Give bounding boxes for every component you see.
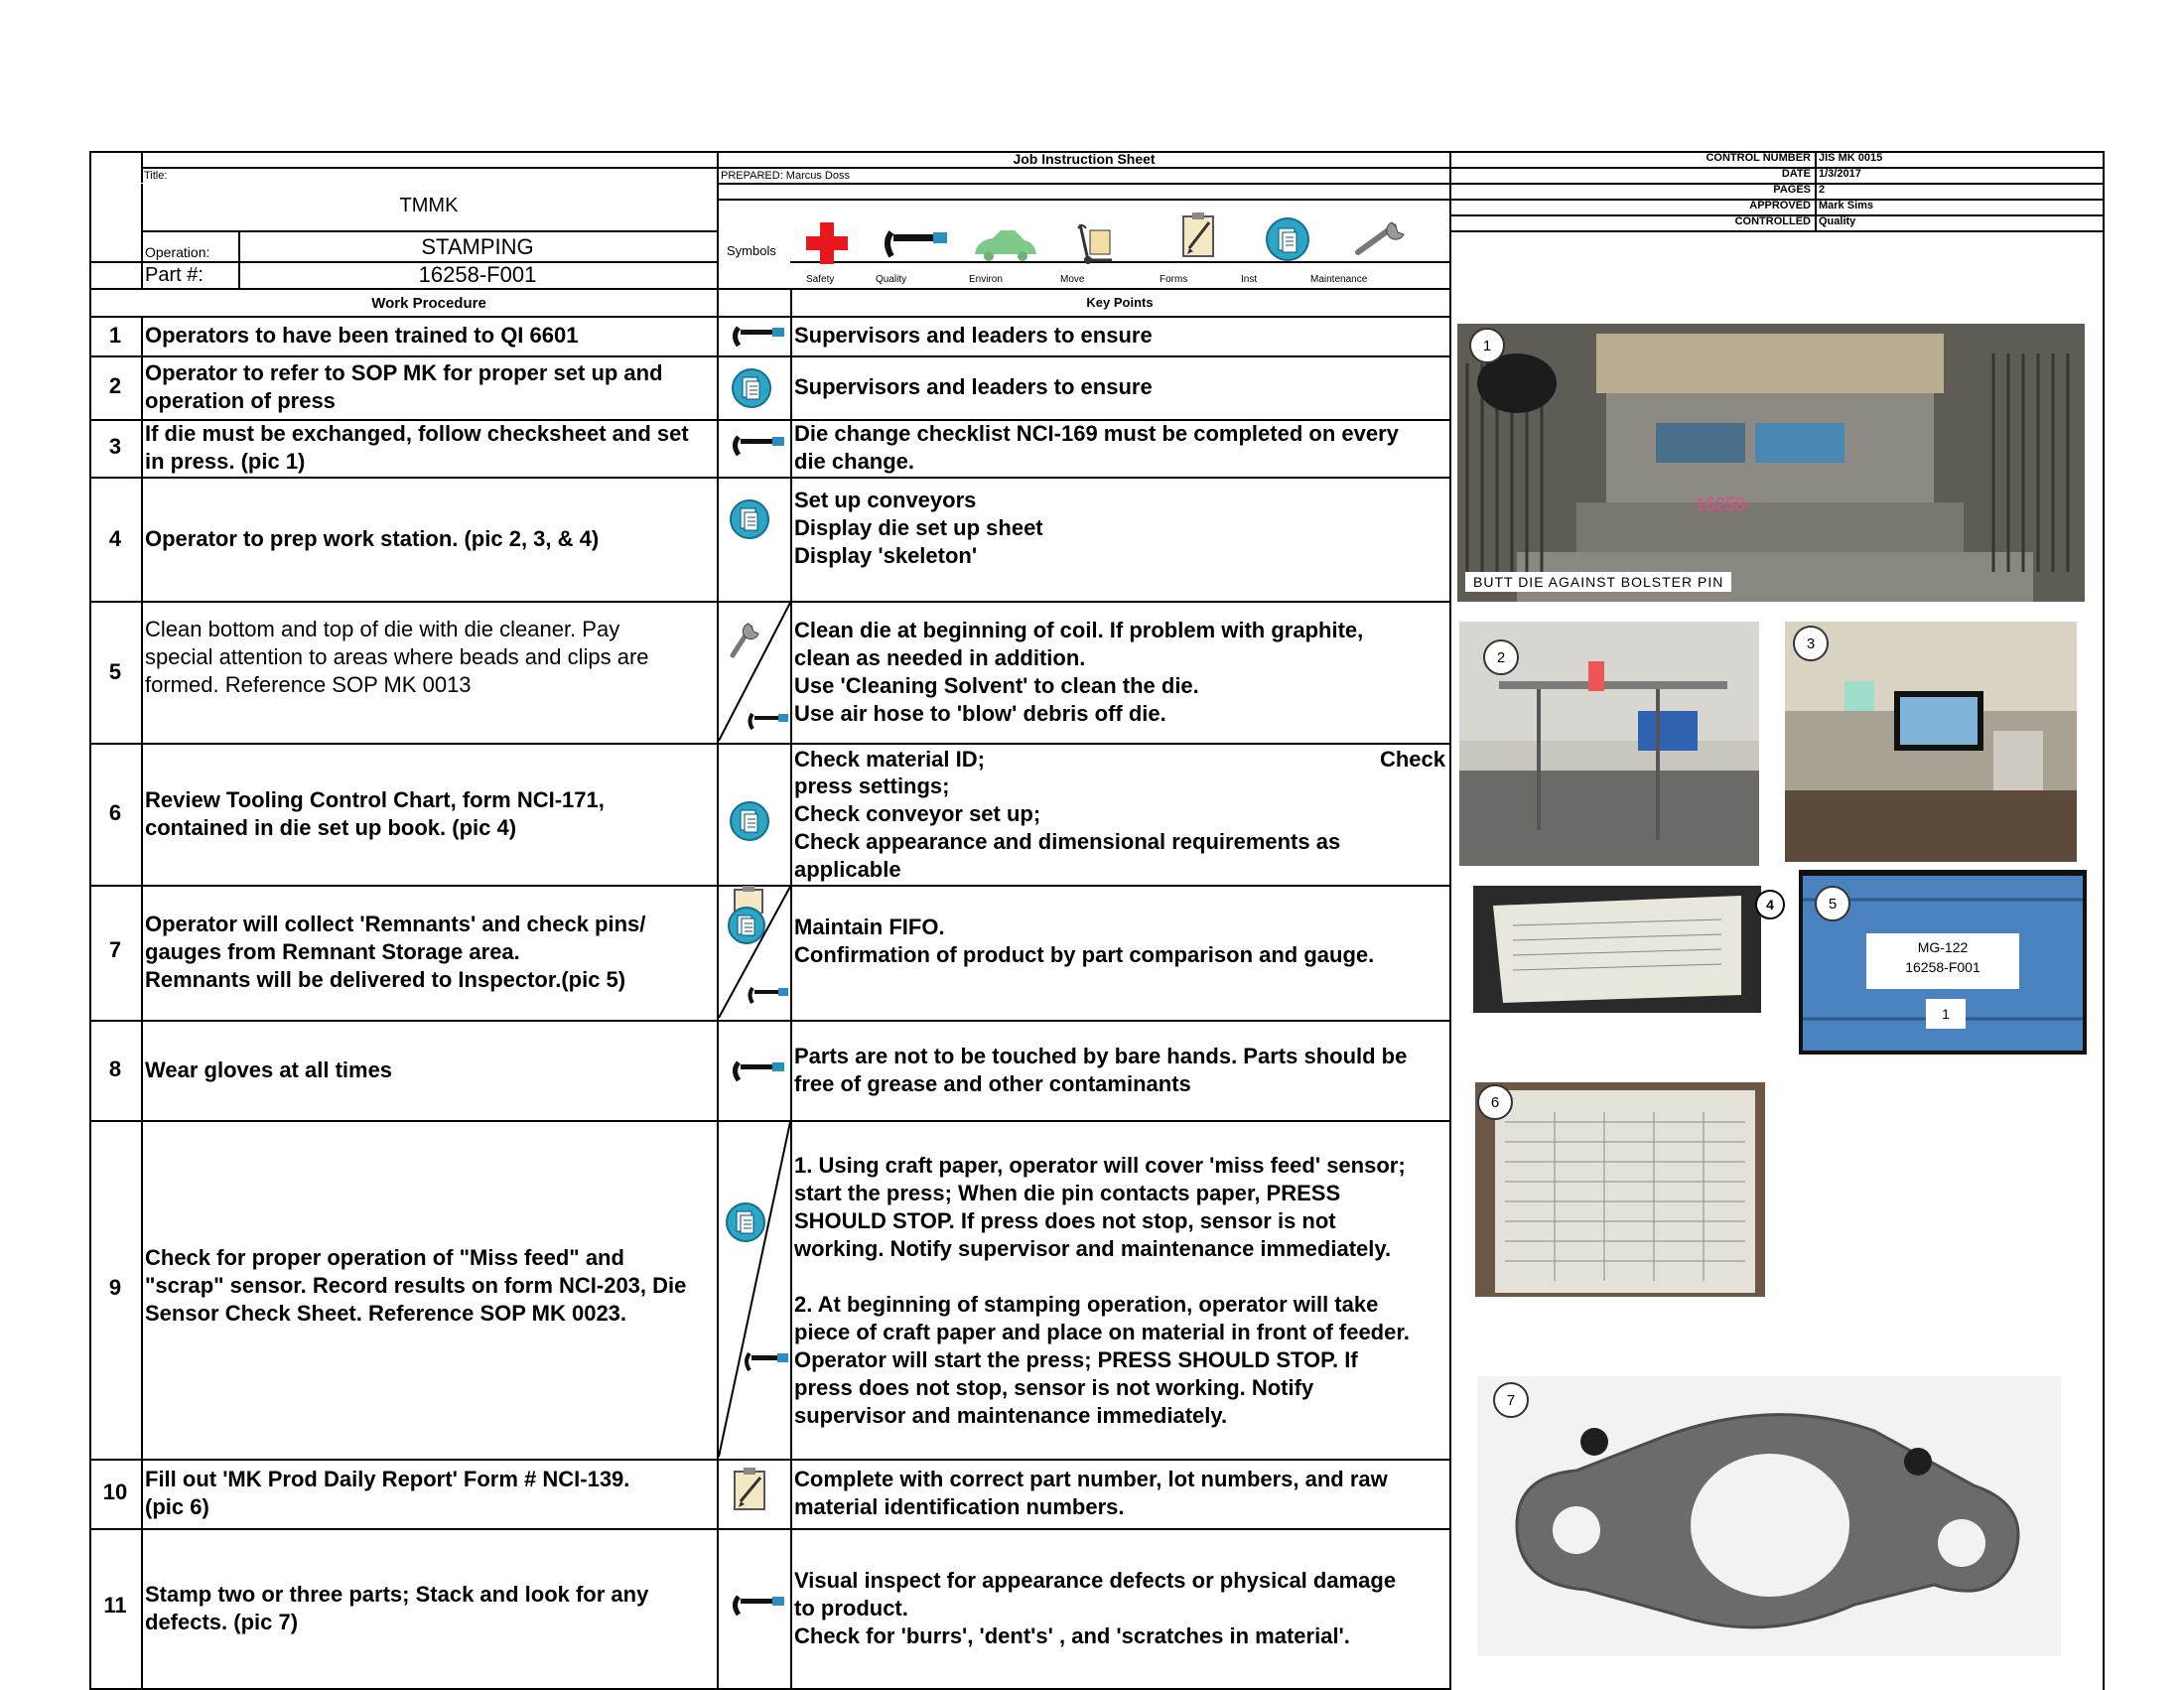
clipboard-icon bbox=[1179, 211, 1219, 260]
setup-book-photo bbox=[1473, 886, 1761, 1013]
picture-badge: 7 bbox=[1493, 1382, 1529, 1418]
step-procedure: Operator to prep work station. (pic 2, 3, & 4) bbox=[145, 525, 600, 551]
date-value: 1/3/2017 bbox=[1819, 168, 1861, 180]
control-number: JIS MK 0015 bbox=[1819, 152, 1883, 164]
micrometer-icon bbox=[743, 1350, 790, 1374]
symbol-label-quality: Quality bbox=[876, 274, 907, 285]
part-label: Part #: bbox=[145, 264, 204, 286]
bin-small-label: 1 bbox=[1926, 999, 1966, 1029]
approved-value: Mark Sims bbox=[1819, 200, 1874, 211]
step-number: 3 bbox=[108, 434, 122, 459]
instruction-document-icon bbox=[729, 498, 770, 540]
step-key-point: 1. Using craft paper, operator will cover 'miss feed' sensor; start the press; When die pin contacts paper, PRESS SHOULD STOP. If press does not stop, sensor is not working. Notify supervisor and maintenance immediately. 2. At beginning of stamping operation, operator will take piece of craft paper and place on material in front of feeder. Operator will start the press; PRESS SHOULD STOP. If press does not stop, sensor is not working. Notify supervisor and maintenance immediately. bbox=[794, 1153, 1410, 1428]
symbol-label-inst: Inst bbox=[1241, 274, 1258, 285]
step-procedure: Check for proper operation of "Miss feed" and "scrap" sensor. Record results on form NCI-203, Die Sensor Check Sheet. Reference SOP MK 0023. bbox=[145, 1245, 687, 1326]
symbol-label-environ: Environ bbox=[969, 274, 1003, 285]
wrench-icon bbox=[1352, 214, 1416, 258]
step-number: 6 bbox=[108, 800, 122, 825]
symbol-label-maintenance: Maintenance bbox=[1310, 274, 1368, 285]
instruction-document-icon bbox=[1265, 216, 1310, 262]
hand-truck-icon bbox=[1074, 220, 1118, 266]
instruction-document-icon bbox=[731, 367, 772, 409]
micrometer-icon bbox=[731, 433, 786, 459]
step-key-point: Die change checklist NCI-169 must be completed on every die change. bbox=[794, 421, 1399, 474]
step-procedure: Stamp two or three parts; Stack and look for any defects. (pic 7) bbox=[145, 1581, 649, 1634]
car-icon bbox=[971, 226, 1040, 266]
work-procedure-header: Work Procedure bbox=[371, 295, 486, 312]
step-key-point: Supervisors and leaders to ensure bbox=[794, 323, 1153, 348]
micrometer-icon bbox=[747, 985, 790, 1007]
bin-label-line2: 16258-F001 bbox=[1905, 959, 1980, 975]
sheet-title: Job Instruction Sheet bbox=[1013, 151, 1156, 167]
step-key-point-first-line-right: Check bbox=[1379, 747, 1445, 772]
company-name: TMMK bbox=[399, 195, 459, 216]
step-key-point-first-line: Check material ID; bbox=[794, 747, 985, 772]
part-number: 16258-F001 bbox=[418, 262, 537, 287]
step-number: 5 bbox=[108, 659, 122, 684]
step-procedure: Operator to refer to SOP MK for proper set up and operation of press bbox=[145, 360, 663, 413]
instruction-document-icon bbox=[729, 800, 770, 842]
workstation-photo bbox=[1785, 622, 2077, 862]
operation-label: Operation: bbox=[145, 244, 210, 260]
instruction-document-icon bbox=[725, 1201, 766, 1243]
step-key-point: Supervisors and leaders to ensure bbox=[794, 374, 1153, 399]
step-key-point: Set up conveyors Display die set up sheet Display 'skeleton' bbox=[794, 488, 1043, 568]
micrometer-icon bbox=[731, 324, 786, 350]
step-key-point: Parts are not to be touched by bare hands. Parts should be free of grease and other contaminants bbox=[794, 1043, 1408, 1096]
picture-badge: 3 bbox=[1793, 626, 1829, 661]
step-procedure: Operator will collect 'Remnants' and check pins/ gauges from Remnant Storage area. Remnants will be delivered to Inspector.(pic 5) bbox=[145, 912, 646, 992]
picture-badge: 2 bbox=[1483, 639, 1519, 675]
controlled-value: Quality bbox=[1819, 215, 1856, 227]
symbol-label-move: Move bbox=[1060, 274, 1085, 285]
bin-label bbox=[1866, 933, 2019, 989]
step-number: 8 bbox=[108, 1056, 122, 1081]
controlled-label: CONTROLLED bbox=[1734, 215, 1811, 227]
step-number: 9 bbox=[108, 1275, 122, 1300]
clipboard-icon bbox=[731, 1466, 770, 1513]
step-procedure: Wear gloves at all times bbox=[145, 1056, 393, 1082]
die-marking: 16258- bbox=[1696, 494, 1752, 514]
daily-report-photo bbox=[1475, 1082, 1765, 1297]
step-procedure: Review Tooling Control Chart, form NCI-171, contained in die set up book. (pic 4) bbox=[145, 786, 605, 840]
step-key-point: press settings; Check conveyor set up; Check appearance and dimensional requirements as applicable bbox=[794, 774, 1341, 882]
bin-label-line1: MG-122 bbox=[1917, 939, 1969, 955]
micrometer-icon bbox=[747, 711, 790, 733]
symbol-label-forms: Forms bbox=[1160, 274, 1188, 285]
micrometer-icon bbox=[731, 1593, 786, 1619]
wrench-icon bbox=[725, 614, 764, 661]
step-key-point: Clean die at beginning of coil. If problem with graphite, clean as needed in addition. Use 'Cleaning Solvent' to clean the die. Use air hose to 'blow' debris off die. bbox=[794, 617, 1364, 726]
step-number: 4 bbox=[108, 526, 122, 551]
picture-badge: 5 bbox=[1815, 886, 1850, 921]
step-procedure: Operators to have been trained to QI 6601 bbox=[145, 323, 579, 348]
step-number: 1 bbox=[108, 323, 122, 348]
key-points-header: Key Points bbox=[1086, 295, 1154, 310]
stamped-part-photo bbox=[1477, 1376, 2061, 1656]
prepared-by: PREPARED: Marcus Doss bbox=[721, 170, 850, 182]
picture-badge: 6 bbox=[1477, 1084, 1513, 1120]
approved-label: APPROVED bbox=[1749, 200, 1811, 211]
symbols-label: Symbols bbox=[727, 243, 776, 258]
instruction-document-icon bbox=[727, 906, 766, 945]
diagonal-divider bbox=[717, 1120, 792, 1459]
step-number: 7 bbox=[108, 937, 122, 962]
step-number: 10 bbox=[102, 1479, 128, 1504]
control-number-label: CONTROL NUMBER bbox=[1706, 152, 1811, 164]
step-procedure: Fill out 'MK Prod Daily Report' Form # NCI-139. (pic 6) bbox=[145, 1467, 630, 1519]
press-die-photo bbox=[1457, 324, 2085, 602]
step-number: 11 bbox=[103, 1593, 127, 1618]
safety-cross-icon bbox=[802, 218, 852, 268]
picture-caption: BUTT DIE AGAINST BOLSTER PIN bbox=[1465, 572, 1731, 592]
symbol-label-safety: Safety bbox=[806, 274, 835, 285]
step-key-point: Visual inspect for appearance defects or physical damage to product. Check for 'burrs', 'dent's' , and 'scratches in material'. bbox=[794, 1567, 1397, 1648]
title-label: Title: bbox=[144, 170, 168, 182]
step-key-point: Complete with correct part number, lot numbers, and raw material identification numbers. bbox=[794, 1467, 1388, 1519]
step-number: 2 bbox=[108, 373, 122, 398]
pages-value: 2 bbox=[1819, 184, 1826, 196]
picture-badge: 4 bbox=[1755, 890, 1785, 919]
picture-badge: 1 bbox=[1469, 328, 1505, 363]
date-label: DATE bbox=[1781, 168, 1811, 180]
micrometer-icon bbox=[731, 1058, 786, 1084]
operation-value: STAMPING bbox=[421, 234, 534, 259]
step-procedure: If die must be exchanged, follow checksheet and set in press. (pic 1) bbox=[145, 421, 689, 474]
step-procedure: Clean bottom and top of die with die cleaner. Pay special attention to areas where beads and clips are formed. Reference SOP MK 0013 bbox=[145, 617, 649, 697]
pages-label: PAGES bbox=[1773, 184, 1811, 196]
micrometer-icon bbox=[882, 226, 951, 266]
step-key-point: Maintain FIFO. Confirmation of product by part comparison and gauge. bbox=[794, 915, 1375, 967]
